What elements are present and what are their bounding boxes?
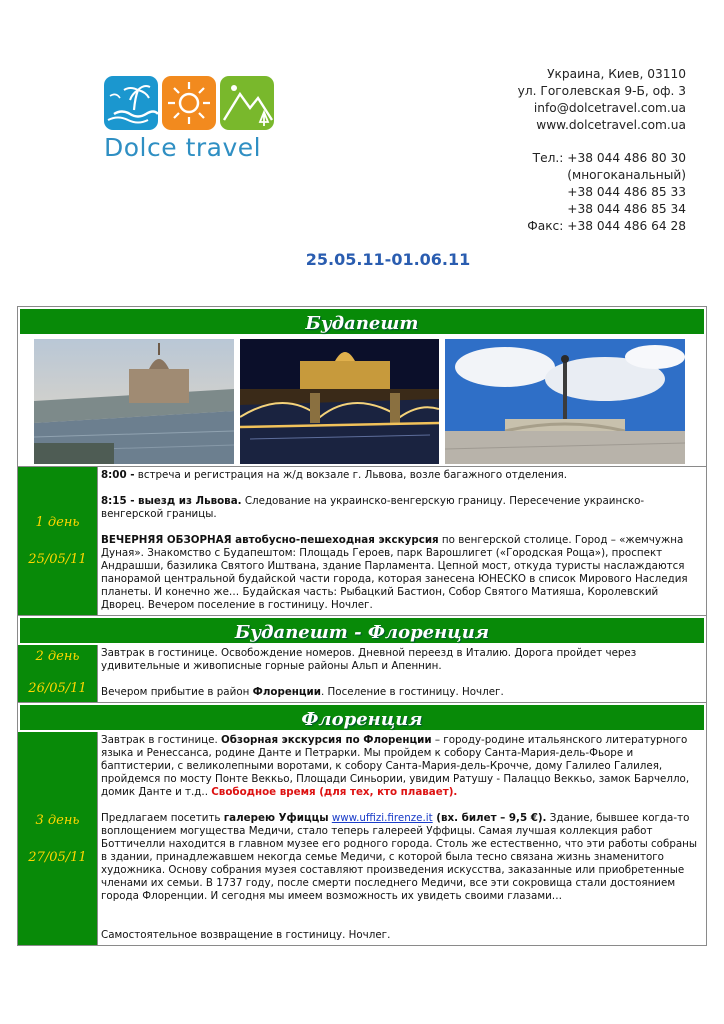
email-text: info@dolcetravel.com.ua xyxy=(533,101,686,115)
address-line: ул. Гоголевская 9-Б, оф. 3 xyxy=(517,84,686,98)
sun-icon xyxy=(162,76,216,130)
budapest-parliament-photo xyxy=(34,339,234,464)
address-line: Украина, Киев, 03110 xyxy=(547,67,686,81)
mountain-tree-icon xyxy=(220,76,274,130)
day-label: 3 день xyxy=(35,812,80,828)
day-date: 27/05/11 xyxy=(28,849,87,865)
day-row xyxy=(18,732,706,945)
budapest-chain-bridge-night-photo xyxy=(240,339,439,464)
free-time-note: Свободное время (для тех, кто плавает). xyxy=(211,786,458,798)
fax-line: Факс: +38 044 486 64 28 xyxy=(527,219,686,233)
phone-line: +38 044 486 85 33 xyxy=(567,185,686,199)
phone-line: +38 044 486 85 34 xyxy=(567,202,686,216)
dolce-travel-logo xyxy=(104,76,294,176)
photo-strip xyxy=(18,336,706,467)
section-title-budapest-florence: Будапешт - Флоренция xyxy=(18,616,706,645)
day-cell xyxy=(18,732,98,945)
phone-line: Тел.: +38 044 486 80 30 xyxy=(532,151,686,165)
tour-date-range: 25.05.11-01.06.11 xyxy=(305,250,471,269)
day-row xyxy=(18,645,706,703)
section-title-florence: Флоренция xyxy=(18,703,706,732)
day-cell xyxy=(18,645,98,702)
website-text: www.dolcetravel.com.ua xyxy=(536,118,686,132)
itinerary-table xyxy=(17,306,707,946)
day-description: Завтрак в гостинице. Обзорная экскурсия по Флоренции – городу-родине итальянского литературного языка и Ренессанса, родине Данте и Петрарки. Мы пройдем к собору Санта-Мария-дель-Фьоре и баптистерии, с великолепными воротами, к собору Санта-Мария-дель-Крочче, дому Галилео Галилея, пройдемся по мосту Понте Веккьо, Площади Синьории, увидим Ратушу - Палаццо Веккьо, замок Барчелло, домик Данте и т.д.. Свободное время (для тех, кто плавает). Предлагаем посетить галерею Уфиццы www.uffizi.firenze.it (вх. билет – 9,5 €). Здание, бывшее когда-то воплощением могущества Медичи, стало теперь галереей Уффицы. Самая лучшая коллекция работ Боттичелли находится в главном музее его родного города. Столь же естественно, что эти работы собраны в здании, принадлежавшем некогда семье Медичи, с которой была тесно связана жизнь знаменитого художника. Основу собрания музея составляют произведения искусства, заказанные или приобретенные членами их семьи. В 1737 году, после смерти последнего Медичи, все эти сокровища стали достоянием города Флоренции. И сегодня мы имеем возможность их увидеть своими глазами… Самостоятельное возвращение в гостиницу. Ночлег. xyxy=(101,734,698,941)
day-description: Завтрак в гостинице. Освобождение номеров. Дневной переезд в Италию. Дорога пройдет через удивительные и живописные горные районы Альп и Апеннин. Вечером прибытие в район Флоренции. Поселение в гостиницу. Ночлег. xyxy=(101,647,637,698)
day-date: 26/05/11 xyxy=(28,681,87,696)
day-label: 2 день xyxy=(35,649,80,664)
heroes-square-photo xyxy=(445,339,685,464)
section-title-budapest: Будапешт xyxy=(18,307,706,336)
contact-block xyxy=(446,66,686,235)
day-description: 8:00 - встреча и регистрация на ж/д вокзале г. Львова, возле багажного отделения. 8:15 - выезд из Львова. Следование на украинско-венгерскую границу. Пересечение украинско-венгерской границы. ВЕЧЕРНЯЯ ОБЗОРНАЯ автобусно-пешеходная экскурсия по венгерской столице. Город – «жемчужна Дуная». Знакомство с Будапештом: Площадь Героев, парк Варошлигет («Городская Роща»), проспект Андрашши, базилика Святого Иштвана, здание Парламента. Цепной мост, откуда туристы наслаждаются панорамой центральной будайской части города, которая занесена ЮНЕСКО в список Мирового Наследия планеты. И конечно же… Будайская часть: Рыбацкий Бастион, Собор Святого Матияша, Королевский Дворец. Вечером поселение в гостиницу. Ночлег. xyxy=(101,469,688,611)
day-cell xyxy=(18,467,98,615)
brand-name: Dolce travel xyxy=(104,133,262,162)
day-date: 25/05/11 xyxy=(28,552,87,567)
phone-line: (многоканальный) xyxy=(567,168,686,182)
uffizi-link[interactable]: www.uffizi.firenze.it xyxy=(331,812,433,824)
day-label: 1 день xyxy=(35,515,80,530)
day-row xyxy=(18,467,706,616)
palm-wave-icon xyxy=(104,76,158,130)
